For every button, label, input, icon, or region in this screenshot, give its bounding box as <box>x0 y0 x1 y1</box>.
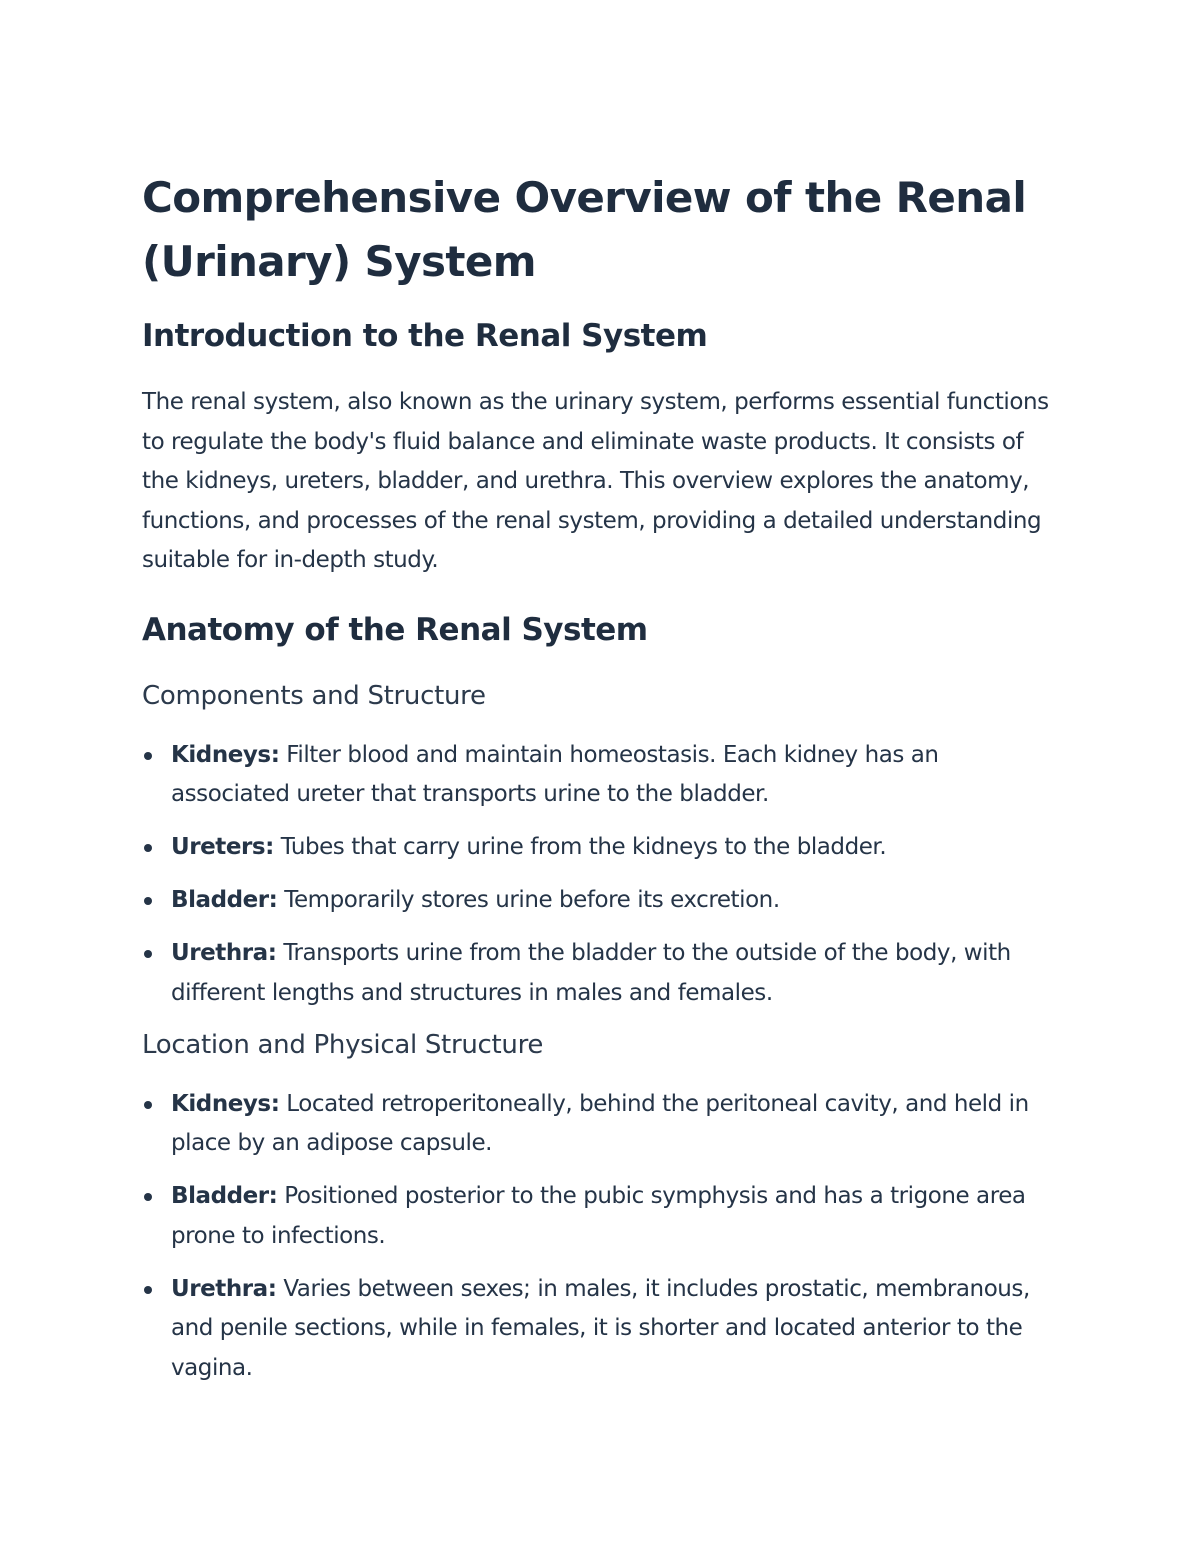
location-list <box>142 1085 1062 1389</box>
list-item-text: Varies between sexes; in males, it includes prostatic, membranous, and penile sections, while in females, it is shorter and located anterior to the vagina. <box>171 1275 1030 1381</box>
list-item <box>142 881 1062 921</box>
list-item-term: Kidneys <box>171 1090 271 1117</box>
page-title: Comprehensive Overview of the Renal (Urinary) System <box>142 173 1027 286</box>
list-item-text: Located retroperitoneally, behind the peritoneal cavity, and held in place by an adipose capsule. <box>171 1090 1029 1156</box>
list-item-text: Transports urine from the bladder to the outside of the body, with different lengths and structures in males and females. <box>171 940 1011 1006</box>
list-item-separator: : <box>265 834 274 860</box>
intro-paragraph: The renal system, also known as the urinary system, performs essential functions to regulate the body's fluid balance and eliminate waste products. It consists of the kidneys, ureters, bladder, and urethra. This overview explores the anatomy, functions, and processes of the renal system, providing a detailed understanding suitable for in-depth study. <box>142 389 1049 573</box>
list-item-separator: : <box>267 1275 277 1302</box>
list-item-term: Urethra <box>171 940 268 966</box>
list-item-separator: : <box>268 1183 278 1209</box>
section-heading-anatomy: Anatomy of the Renal System <box>142 611 648 648</box>
list-item-separator: : <box>268 887 278 913</box>
list-item <box>142 828 1062 868</box>
list-item-separator: : <box>270 1090 280 1117</box>
list-item-term: Kidneys <box>171 741 271 768</box>
subsection-heading-components: Components and Structure <box>142 680 486 711</box>
list-item-term: Urethra <box>171 1275 268 1302</box>
list-item <box>142 934 1062 1013</box>
list-item <box>142 1270 1062 1389</box>
list-item-text: Positioned posterior to the pubic symphysis and has a trigone area prone to infections. <box>171 1183 1026 1249</box>
document-page <box>142 166 1062 1402</box>
list-item-text: Filter blood and maintain homeostasis. Each kidney has an associated ureter that transports urine to the bladder. <box>171 741 939 807</box>
components-list <box>142 736 1062 1014</box>
list-item-term: Bladder <box>171 1183 269 1209</box>
section-heading-introduction: Introduction to the Renal System <box>142 318 708 354</box>
list-item-text: Temporarily stores urine before its excretion. <box>277 887 780 913</box>
list-item-separator: : <box>270 741 280 768</box>
list-item-separator: : <box>267 940 277 966</box>
list-item-term: Bladder <box>171 887 269 913</box>
subsection-heading-location: Location and Physical Structure <box>142 1029 544 1060</box>
list-item <box>142 1177 1062 1256</box>
list-item <box>142 736 1062 815</box>
list-item-text: Tubes that carry urine from the kidneys to the bladder. <box>273 834 887 860</box>
list-item-term: Ureters <box>171 834 266 860</box>
list-item <box>142 1085 1062 1164</box>
